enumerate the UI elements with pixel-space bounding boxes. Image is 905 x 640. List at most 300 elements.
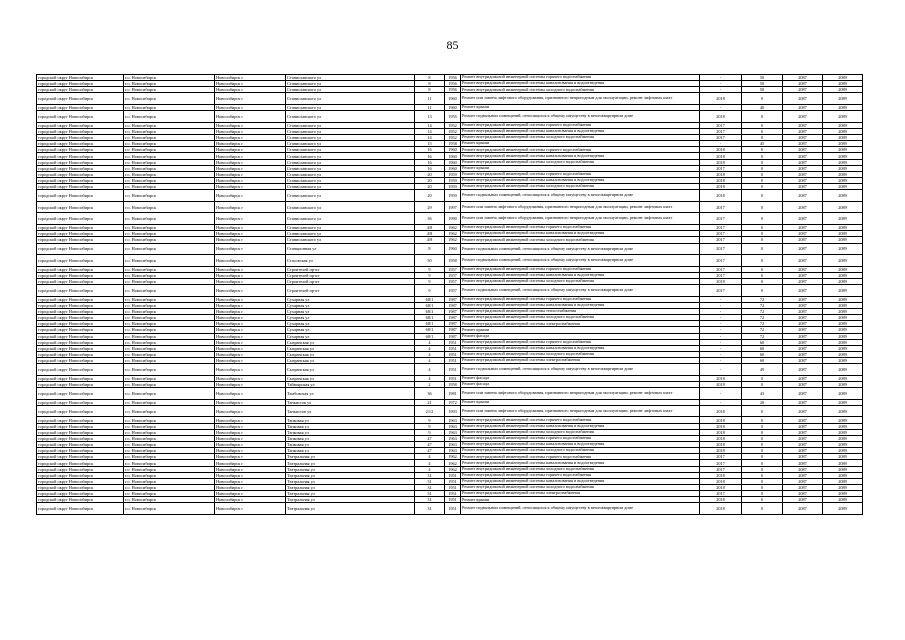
plan-start-cell: 2087 bbox=[783, 478, 823, 484]
build-year-cell: 1951 bbox=[445, 491, 461, 497]
build-year-cell: 1987 bbox=[445, 302, 461, 308]
plan-end-cell: 2089 bbox=[823, 285, 863, 297]
work-type-cell: Ремонт фасада bbox=[461, 381, 700, 387]
district-cell: г.о. Новосибирск bbox=[124, 111, 215, 123]
street-cell: Станиславского ул bbox=[286, 171, 415, 177]
wear-percent-cell: 60 bbox=[742, 345, 783, 351]
build-year-cell: 1993 bbox=[445, 405, 461, 417]
completed-year-cell: 2018 bbox=[700, 429, 742, 435]
municipality-cell: городской округ Новосибирск bbox=[37, 153, 124, 159]
city-cell: Новосибирск г bbox=[215, 272, 286, 278]
street-cell: Сухарная ул bbox=[286, 333, 415, 339]
street-cell: Станиславского ул bbox=[286, 184, 415, 190]
city-cell: Новосибирск г bbox=[215, 315, 286, 321]
build-year-cell: 1963 bbox=[445, 423, 461, 429]
municipality-cell: городской округ Новосибирск bbox=[37, 315, 124, 321]
plan-start-cell: 2087 bbox=[783, 147, 823, 153]
plan-end-cell: 2089 bbox=[823, 237, 863, 243]
district-cell: г.о. Новосибирск bbox=[124, 503, 215, 515]
house-number-cell: 4 bbox=[415, 345, 445, 351]
district-cell: г.о. Новосибирск bbox=[124, 171, 215, 177]
wear-percent-cell: 72 bbox=[742, 333, 783, 339]
wear-percent-cell: 72 bbox=[742, 302, 783, 308]
completed-year-cell: - bbox=[700, 388, 742, 400]
municipality-cell: городской округ Новосибирск bbox=[37, 448, 124, 454]
street-cell: Сухарная ул bbox=[286, 302, 415, 308]
completed-year-cell: 2018 bbox=[700, 503, 742, 515]
completed-year-cell: 2017 bbox=[700, 237, 742, 243]
work-type-cell: Ремонт внутридомовой инженерной системы канализования и водоотведения bbox=[461, 345, 700, 351]
house-number-cell: 21/2 bbox=[415, 405, 445, 417]
build-year-cell: 1956 bbox=[445, 87, 461, 93]
work-type-cell: Ремонт внутридомовой инженерной системы горячего водоснабжения bbox=[461, 339, 700, 345]
house-number-cell: 47 bbox=[415, 442, 445, 448]
municipality-cell: городской округ Новосибирск bbox=[37, 184, 124, 190]
wear-percent-cell: 45 bbox=[742, 141, 783, 147]
plan-end-cell: 2089 bbox=[823, 178, 863, 184]
plan-start-cell: 2087 bbox=[783, 105, 823, 111]
municipality-cell: городской округ Новосибирск bbox=[37, 351, 124, 357]
house-number-cell: 20 bbox=[415, 190, 445, 202]
city-cell: Новосибирск г bbox=[215, 135, 286, 141]
build-year-cell: 1959 bbox=[445, 178, 461, 184]
municipality-cell: городской округ Новосибирск bbox=[37, 364, 124, 376]
municipality-cell: городской округ Новосибирск bbox=[37, 321, 124, 327]
street-cell: Театральная ул bbox=[286, 466, 415, 472]
work-type-cell: Ремонт подвальных помещений, относящихся к общему имуществу в многоквартирном доме bbox=[461, 111, 700, 123]
city-cell: Новосибирск г bbox=[215, 472, 286, 478]
plan-end-cell: 2089 bbox=[823, 296, 863, 302]
city-cell: Новосибирск г bbox=[215, 184, 286, 190]
work-type-cell: Ремонт внутридомовой инженерной системы теплоснабжения bbox=[461, 308, 700, 314]
plan-end-cell: 2089 bbox=[823, 231, 863, 237]
completed-year-cell: 2018 bbox=[700, 190, 742, 202]
district-cell: г.о. Новосибирск bbox=[124, 497, 215, 503]
completed-year-cell: 2017 bbox=[700, 266, 742, 272]
city-cell: Новосибирск г bbox=[215, 243, 286, 255]
table-row bbox=[37, 111, 863, 123]
municipality-cell: городской округ Новосибирск bbox=[37, 491, 124, 497]
completed-year-cell: 2018 bbox=[700, 417, 742, 423]
wear-percent-cell: 0 bbox=[742, 255, 783, 267]
city-cell: Новосибирск г bbox=[215, 190, 286, 202]
work-type-cell: Ремонт внутридомовой инженерной системы горячего водоснабжения bbox=[461, 296, 700, 302]
municipality-cell: городской округ Новосибирск bbox=[37, 255, 124, 267]
plan-start-cell: 2087 bbox=[783, 429, 823, 435]
district-cell: г.о. Новосибирск bbox=[124, 285, 215, 297]
street-cell: Тапковая ул bbox=[286, 442, 415, 448]
municipality-cell: городской округ Новосибирск bbox=[37, 165, 124, 171]
wear-percent-cell: 0 bbox=[742, 405, 783, 417]
plan-start-cell: 2087 bbox=[783, 237, 823, 243]
plan-start-cell: 2087 bbox=[783, 327, 823, 333]
plan-start-cell: 2087 bbox=[783, 345, 823, 351]
city-cell: Новосибирск г bbox=[215, 105, 286, 111]
work-type-cell: Ремонт внутридомовой инженерной системы канализования и водоотведения bbox=[461, 442, 700, 448]
plan-end-cell: 2089 bbox=[823, 141, 863, 147]
municipality-cell: городской округ Новосибирск bbox=[37, 93, 124, 105]
district-cell: г.о. Новосибирск bbox=[124, 278, 215, 284]
house-number-cell: 13 bbox=[415, 111, 445, 123]
completed-year-cell: 2017 bbox=[700, 272, 742, 278]
build-year-cell: 1962 bbox=[445, 225, 461, 231]
plan-start-cell: 2087 bbox=[783, 141, 823, 147]
city-cell: Новосибирск г bbox=[215, 153, 286, 159]
house-number-cell: 11 bbox=[415, 105, 445, 111]
completed-year-cell: 2017 bbox=[700, 231, 742, 237]
plan-end-cell: 2089 bbox=[823, 491, 863, 497]
completed-year-cell: 2018 bbox=[700, 435, 742, 441]
municipality-cell: городской округ Новосибирск bbox=[37, 503, 124, 515]
street-cell: Театральная ул bbox=[286, 491, 415, 497]
house-number-cell: 14 bbox=[415, 128, 445, 134]
wear-percent-cell: 0 bbox=[742, 435, 783, 441]
plan-start-cell: 2087 bbox=[783, 128, 823, 134]
plan-start-cell: 2087 bbox=[783, 184, 823, 190]
completed-year-cell: 2018 bbox=[700, 184, 742, 190]
completed-year-cell: 2018 bbox=[700, 448, 742, 454]
work-type-cell: Ремонт внутридомовой инженерной системы холодного водоснабжения bbox=[461, 87, 700, 93]
house-number-cell: 68/1 bbox=[415, 296, 445, 302]
completed-year-cell: 2017 bbox=[700, 201, 742, 213]
plan-start-cell: 2087 bbox=[783, 399, 823, 405]
municipality-cell: городской округ Новосибирск bbox=[37, 345, 124, 351]
street-cell: Строителей пр-кт bbox=[286, 272, 415, 278]
street-cell: Станиславского ул bbox=[286, 111, 415, 123]
house-number-cell: 8 bbox=[415, 75, 445, 81]
plan-end-cell: 2089 bbox=[823, 111, 863, 123]
city-cell: Новосибирск г bbox=[215, 296, 286, 302]
municipality-cell: городской округ Новосибирск bbox=[37, 308, 124, 314]
wear-percent-cell: 0 bbox=[742, 503, 783, 515]
plan-start-cell: 2087 bbox=[783, 296, 823, 302]
work-type-cell: Ремонт внутридомовой инженерной системы канализования и водоотведения bbox=[461, 272, 700, 278]
plan-end-cell: 2089 bbox=[823, 388, 863, 400]
work-type-cell: Ремонт подвальных помещений, относящихся к общему имуществу в многоквартирном доме bbox=[461, 243, 700, 255]
build-year-cell: 1951 bbox=[445, 345, 461, 351]
wear-percent-cell: 0 bbox=[742, 237, 783, 243]
district-cell: г.о. Новосибирск bbox=[124, 460, 215, 466]
completed-year-cell: - bbox=[700, 81, 742, 87]
plan-start-cell: 2087 bbox=[783, 358, 823, 364]
wear-percent-cell: 0 bbox=[742, 442, 783, 448]
street-cell: Танкистов ул bbox=[286, 399, 415, 405]
house-number-cell: 47 bbox=[415, 448, 445, 454]
work-type-cell: Ремонт внутридомовой инженерной системы холодного водоснабжения bbox=[461, 278, 700, 284]
municipality-cell: городской округ Новосибирск bbox=[37, 122, 124, 128]
build-year-cell: 1962 bbox=[445, 454, 461, 460]
completed-year-cell: - bbox=[700, 315, 742, 321]
municipality-cell: городской округ Новосибирск bbox=[37, 201, 124, 213]
work-type-cell: Ремонт внутридомовой инженерной системы электроснабжения bbox=[461, 358, 700, 364]
plan-end-cell: 2089 bbox=[823, 122, 863, 128]
street-cell: Станиславского ул bbox=[286, 201, 415, 213]
street-cell: Станиславского ул bbox=[286, 141, 415, 147]
city-cell: Новосибирск г bbox=[215, 128, 286, 134]
plan-start-cell: 2087 bbox=[783, 435, 823, 441]
street-cell: Сызранская ул bbox=[286, 345, 415, 351]
district-cell: г.о. Новосибирск bbox=[124, 255, 215, 267]
plan-start-cell: 2087 bbox=[783, 491, 823, 497]
city-cell: Новосибирск г bbox=[215, 266, 286, 272]
city-cell: Новосибирск г bbox=[215, 381, 286, 387]
district-cell: г.о. Новосибирск bbox=[124, 405, 215, 417]
build-year-cell: 1958 bbox=[445, 255, 461, 267]
work-type-cell: Ремонт внутридомовой инженерной системы горячего водоснабжения bbox=[461, 417, 700, 423]
plan-start-cell: 2087 bbox=[783, 153, 823, 159]
work-type-cell: Ремонт внутридомовой инженерной системы горячего водоснабжения bbox=[461, 435, 700, 441]
district-cell: г.о. Новосибирск bbox=[124, 105, 215, 111]
wear-percent-cell: 0 bbox=[742, 213, 783, 225]
city-cell: Новосибирск г bbox=[215, 497, 286, 503]
street-cell: Театральная ул bbox=[286, 497, 415, 503]
completed-year-cell: - bbox=[700, 141, 742, 147]
completed-year-cell: - bbox=[700, 327, 742, 333]
work-type-cell: Ремонт внутридомовой инженерной системы горячего водоснабжения bbox=[461, 472, 700, 478]
work-type-cell: Ремонт внутридомовой инженерной системы электроснабжения bbox=[461, 491, 700, 497]
plan-end-cell: 2089 bbox=[823, 454, 863, 460]
municipality-cell: городской округ Новосибирск bbox=[37, 272, 124, 278]
plan-start-cell: 2087 bbox=[783, 485, 823, 491]
build-year-cell: 1997 bbox=[445, 201, 461, 213]
work-type-cell: Ремонт внутридомовой инженерной системы холодного водоснабжения bbox=[461, 237, 700, 243]
wear-percent-cell: 0 bbox=[742, 147, 783, 153]
work-type-cell: Ремонт внутридомовой инженерной системы холодного водоснабжения bbox=[461, 135, 700, 141]
district-cell: г.о. Новосибирск bbox=[124, 399, 215, 405]
wear-percent-cell: 0 bbox=[742, 485, 783, 491]
wear-percent-cell: 0 bbox=[742, 190, 783, 202]
district-cell: г.о. Новосибирск bbox=[124, 339, 215, 345]
house-number-cell: 4/8 bbox=[415, 231, 445, 237]
district-cell: г.о. Новосибирск bbox=[124, 201, 215, 213]
plan-start-cell: 2087 bbox=[783, 278, 823, 284]
house-number-cell: 16 bbox=[415, 147, 445, 153]
completed-year-cell: - bbox=[700, 321, 742, 327]
wear-percent-cell: 0 bbox=[742, 184, 783, 190]
city-cell: Новосибирск г bbox=[215, 147, 286, 153]
plan-end-cell: 2089 bbox=[823, 485, 863, 491]
plan-start-cell: 2087 bbox=[783, 351, 823, 357]
city-cell: Новосибирск г bbox=[215, 308, 286, 314]
plan-start-cell: 2087 bbox=[783, 308, 823, 314]
house-number-cell: 68/1 bbox=[415, 315, 445, 321]
house-number-cell: 4 bbox=[415, 454, 445, 460]
wear-percent-cell: 0 bbox=[742, 375, 783, 381]
build-year-cell: 1951 bbox=[445, 375, 461, 381]
plan-end-cell: 2089 bbox=[823, 497, 863, 503]
wear-percent-cell: 0 bbox=[742, 122, 783, 128]
build-year-cell: 1959 bbox=[445, 190, 461, 202]
wear-percent-cell: 43 bbox=[742, 388, 783, 400]
plan-start-cell: 2087 bbox=[783, 135, 823, 141]
table-row bbox=[37, 93, 863, 105]
build-year-cell: 1960 bbox=[445, 243, 461, 255]
city-cell: Новосибирск г bbox=[215, 478, 286, 484]
completed-year-cell: 2018 bbox=[700, 159, 742, 165]
build-year-cell: 1957 bbox=[445, 266, 461, 272]
plan-end-cell: 2089 bbox=[823, 315, 863, 321]
work-type-cell: Ремонт внутридомовой инженерной системы горячего водоснабжения bbox=[461, 266, 700, 272]
house-number-cell: 11 bbox=[415, 93, 445, 105]
plan-start-cell: 2087 bbox=[783, 190, 823, 202]
plan-end-cell: 2089 bbox=[823, 321, 863, 327]
wear-percent-cell: 72 bbox=[742, 321, 783, 327]
plan-end-cell: 2089 bbox=[823, 201, 863, 213]
build-year-cell: 1962 bbox=[445, 466, 461, 472]
plan-start-cell: 2087 bbox=[783, 442, 823, 448]
district-cell: г.о. Новосибирск bbox=[124, 184, 215, 190]
plan-end-cell: 2089 bbox=[823, 128, 863, 134]
build-year-cell: 1957 bbox=[445, 272, 461, 278]
city-cell: Новосибирск г bbox=[215, 171, 286, 177]
district-cell: г.о. Новосибирск bbox=[124, 466, 215, 472]
city-cell: Новосибирск г bbox=[215, 231, 286, 237]
plan-start-cell: 2087 bbox=[783, 159, 823, 165]
build-year-cell: 1957 bbox=[445, 285, 461, 297]
municipality-cell: городской округ Новосибирск bbox=[37, 423, 124, 429]
plan-start-cell: 2087 bbox=[783, 405, 823, 417]
municipality-cell: городской округ Новосибирск bbox=[37, 405, 124, 417]
street-cell: Тапковая ул bbox=[286, 448, 415, 454]
work-type-cell: Ремонт внутридомовой инженерной системы горячего водоснабжения bbox=[461, 75, 700, 81]
house-number-cell: 8 bbox=[415, 243, 445, 255]
plan-end-cell: 2089 bbox=[823, 333, 863, 339]
completed-year-cell: - bbox=[700, 345, 742, 351]
street-cell: Таймырская ул bbox=[286, 381, 415, 387]
completed-year-cell: 2018 bbox=[700, 147, 742, 153]
table-row bbox=[37, 285, 863, 297]
street-cell: Театральная ул bbox=[286, 485, 415, 491]
build-year-cell: 1987 bbox=[445, 327, 461, 333]
wear-percent-cell: 50 bbox=[742, 75, 783, 81]
completed-year-cell: 2017 bbox=[700, 255, 742, 267]
plan-start-cell: 2087 bbox=[783, 375, 823, 381]
street-cell: Театральная ул bbox=[286, 472, 415, 478]
municipality-cell: городской округ Новосибирск bbox=[37, 285, 124, 297]
district-cell: г.о. Новосибирск bbox=[124, 87, 215, 93]
district-cell: г.о. Новосибирск bbox=[124, 478, 215, 484]
street-cell: Стасовская ул bbox=[286, 255, 415, 267]
plan-start-cell: 2087 bbox=[783, 460, 823, 466]
street-cell: Сызранская ул bbox=[286, 364, 415, 376]
district-cell: г.о. Новосибирск bbox=[124, 351, 215, 357]
plan-start-cell: 2087 bbox=[783, 333, 823, 339]
build-year-cell: 1951 bbox=[445, 478, 461, 484]
city-cell: Новосибирск г bbox=[215, 351, 286, 357]
build-year-cell: 1951 bbox=[445, 339, 461, 345]
plan-end-cell: 2089 bbox=[823, 460, 863, 466]
plan-end-cell: 2089 bbox=[823, 266, 863, 272]
house-number-cell: 47 bbox=[415, 435, 445, 441]
build-year-cell: 1987 bbox=[445, 315, 461, 321]
wear-percent-cell: 0 bbox=[742, 417, 783, 423]
wear-percent-cell: 0 bbox=[742, 285, 783, 297]
plan-end-cell: 2089 bbox=[823, 435, 863, 441]
street-cell: Станиславского ул bbox=[286, 93, 415, 105]
plan-end-cell: 2089 bbox=[823, 255, 863, 267]
plan-end-cell: 2089 bbox=[823, 466, 863, 472]
wear-percent-cell: 0 bbox=[742, 93, 783, 105]
completed-year-cell: 2018 bbox=[700, 93, 742, 105]
city-cell: Новосибирск г bbox=[215, 327, 286, 333]
house-number-cell: 68/1 bbox=[415, 302, 445, 308]
completed-year-cell: 2018 bbox=[700, 423, 742, 429]
district-cell: г.о. Новосибирск bbox=[124, 442, 215, 448]
house-number-cell: 20 bbox=[415, 184, 445, 190]
district-cell: г.о. Новосибирск bbox=[124, 165, 215, 171]
work-type-cell: Ремонт внутридомовой инженерной системы канализования и водоотведения bbox=[461, 128, 700, 134]
table-row bbox=[37, 255, 863, 267]
district-cell: г.о. Новосибирск bbox=[124, 375, 215, 381]
city-cell: Новосибирск г bbox=[215, 278, 286, 284]
district-cell: г.о. Новосибирск bbox=[124, 321, 215, 327]
build-year-cell: 1987 bbox=[445, 321, 461, 327]
house-number-cell: 68/1 bbox=[415, 327, 445, 333]
city-cell: Новосибирск г bbox=[215, 466, 286, 472]
house-number-cell: 4 bbox=[415, 466, 445, 472]
build-year-cell: 1951 bbox=[445, 351, 461, 357]
street-cell: Тапковая ул bbox=[286, 429, 415, 435]
street-cell: Станиславского ул bbox=[286, 128, 415, 134]
district-cell: г.о. Новосибирск bbox=[124, 302, 215, 308]
plan-start-cell: 2087 bbox=[783, 87, 823, 93]
work-type-cell: Ремонт внутридомовой инженерной системы холодного водоснабжения bbox=[461, 159, 700, 165]
completed-year-cell: - bbox=[700, 399, 742, 405]
house-number-cell: 29 bbox=[415, 201, 445, 213]
build-year-cell: 1958 bbox=[445, 141, 461, 147]
wear-percent-cell: 0 bbox=[742, 472, 783, 478]
build-year-cell: 1951 bbox=[445, 485, 461, 491]
work-type-cell: Ремонт крыши bbox=[461, 105, 700, 111]
house-number-cell: 4 bbox=[415, 375, 445, 381]
municipality-cell: городской округ Новосибирск bbox=[37, 266, 124, 272]
city-cell: Новосибирск г bbox=[215, 417, 286, 423]
plan-start-cell: 2087 bbox=[783, 472, 823, 478]
district-cell: г.о. Новосибирск bbox=[124, 491, 215, 497]
plan-end-cell: 2089 bbox=[823, 159, 863, 165]
municipality-cell: городской округ Новосибирск bbox=[37, 141, 124, 147]
city-cell: Новосибирск г bbox=[215, 75, 286, 81]
work-type-cell: Ремонт внутридомовой инженерной системы горячего водоснабжения bbox=[461, 122, 700, 128]
plan-end-cell: 2089 bbox=[823, 358, 863, 364]
plan-end-cell: 2089 bbox=[823, 190, 863, 202]
work-type-cell: Ремонт внутридомовой инженерной системы канализования и водоотведения bbox=[461, 423, 700, 429]
plan-end-cell: 2089 bbox=[823, 278, 863, 284]
district-cell: г.о. Новосибирск bbox=[124, 423, 215, 429]
city-cell: Новосибирск г bbox=[215, 225, 286, 231]
plan-end-cell: 2089 bbox=[823, 75, 863, 81]
city-cell: Новосибирск г bbox=[215, 81, 286, 87]
build-year-cell: 1987 bbox=[445, 333, 461, 339]
house-number-cell: 9 bbox=[415, 278, 445, 284]
city-cell: Новосибирск г bbox=[215, 442, 286, 448]
work-type-cell: Ремонт внутридомовой инженерной системы горячего водоснабжения bbox=[461, 171, 700, 177]
district-cell: г.о. Новосибирск bbox=[124, 448, 215, 454]
completed-year-cell: 2018 bbox=[700, 485, 742, 491]
build-year-cell: 1951 bbox=[445, 503, 461, 515]
city-cell: Новосибирск г bbox=[215, 485, 286, 491]
district-cell: г.о. Новосибирск bbox=[124, 225, 215, 231]
plan-start-cell: 2087 bbox=[783, 381, 823, 387]
build-year-cell: 1959 bbox=[445, 184, 461, 190]
build-year-cell: 1958 bbox=[445, 381, 461, 387]
wear-percent-cell: 50 bbox=[742, 81, 783, 87]
municipality-cell: городской округ Новосибирск bbox=[37, 105, 124, 111]
wear-percent-cell: 0 bbox=[742, 231, 783, 237]
district-cell: г.о. Новосибирск bbox=[124, 358, 215, 364]
completed-year-cell: 2018 bbox=[700, 478, 742, 484]
street-cell: Станиславского ул bbox=[286, 190, 415, 202]
